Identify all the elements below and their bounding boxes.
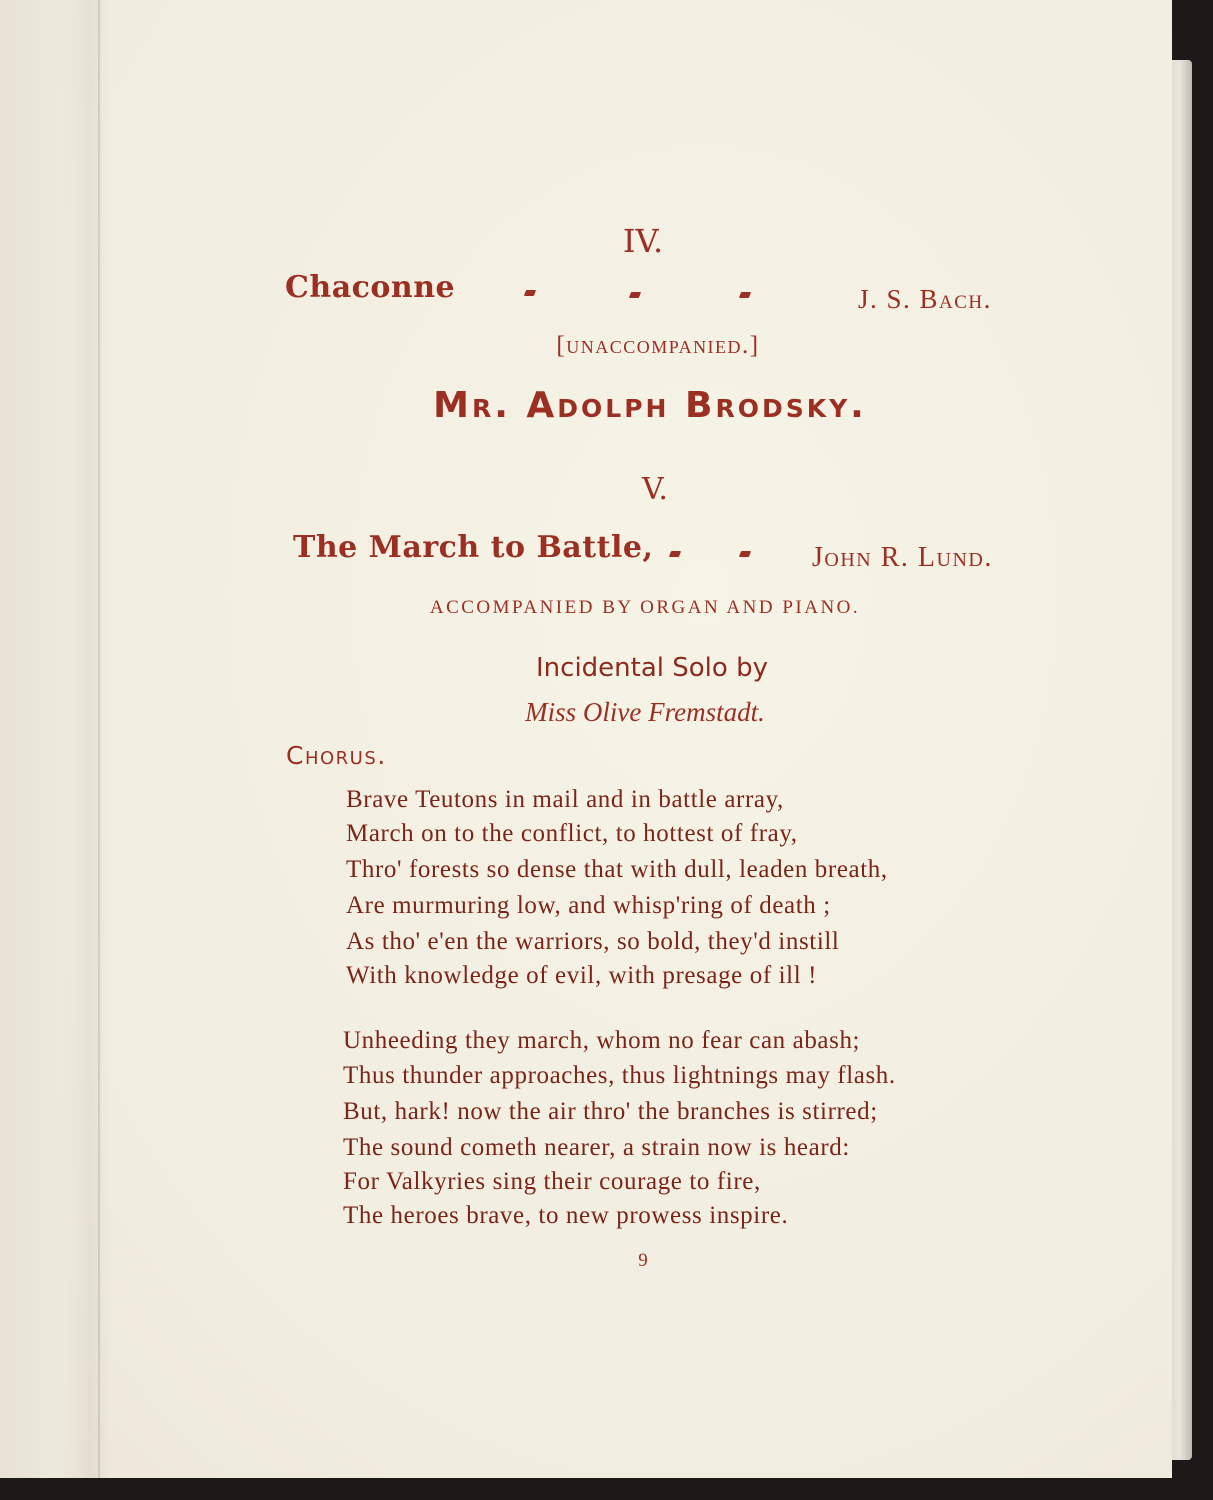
incidental-solo-line: Incidental Solo by: [536, 653, 768, 683]
gutter-crease: [98, 0, 100, 1478]
poem-line: Unheeding they march, whom no fear can abash;: [343, 1027, 861, 1054]
poem-line: Thus thunder approaches, thus lightnings may flash.: [343, 1062, 896, 1089]
page-number: 9: [638, 1250, 648, 1271]
separator-dash: [739, 292, 751, 298]
poem-line: But, hark! now the air thro' the branches is stirred;: [343, 1098, 878, 1125]
poem-line: The sound cometh nearer, a strain now is heard:: [343, 1134, 850, 1161]
composer-bach: J. S. Bach.: [858, 284, 992, 314]
section-numeral-v: V.: [642, 472, 668, 507]
poem-line: With knowledge of evil, with presage of ill !: [346, 962, 818, 989]
poem-line: As tho' e'en the warriors, so bold, they'd instill: [346, 928, 840, 955]
separator-dash: [669, 551, 681, 557]
section-numeral-iv: IV.: [622, 222, 664, 260]
poem-line: Thro' forests so dense that with dull, leaden breath,: [346, 856, 888, 883]
separator-dash: [739, 551, 751, 557]
piece-title-chaconne: Chaconne: [285, 270, 456, 305]
soloist-name: Miss Olive Fremstadt.: [525, 697, 765, 727]
poem-line: The heroes brave, to new prowess inspire.: [343, 1202, 789, 1229]
poem-line: For Valkyries sing their courage to fire,: [343, 1168, 761, 1195]
separator-dash: [629, 292, 641, 298]
poem-line: March on to the conflict, to hottest of fray,: [346, 820, 798, 847]
poem-line: Are murmuring low, and whisp'ring of death ;: [346, 892, 831, 919]
composer-lund: John R. Lund.: [812, 542, 993, 573]
poem-line: Brave Teutons in mail and in battle array,: [346, 786, 784, 813]
unaccompanied-note: [unaccompanied.]: [556, 332, 760, 359]
piece-title-march-to-battle: The March to Battle,: [293, 530, 654, 565]
performer-name: Mr. Adolph Brodsky.: [433, 385, 867, 426]
accompaniment-note: ACCOMPANIED BY ORGAN AND PIANO.: [429, 597, 861, 618]
binding-gutter: [0, 0, 100, 1478]
separator-dash: [524, 290, 536, 296]
chorus-label: Chorus.: [286, 741, 387, 770]
